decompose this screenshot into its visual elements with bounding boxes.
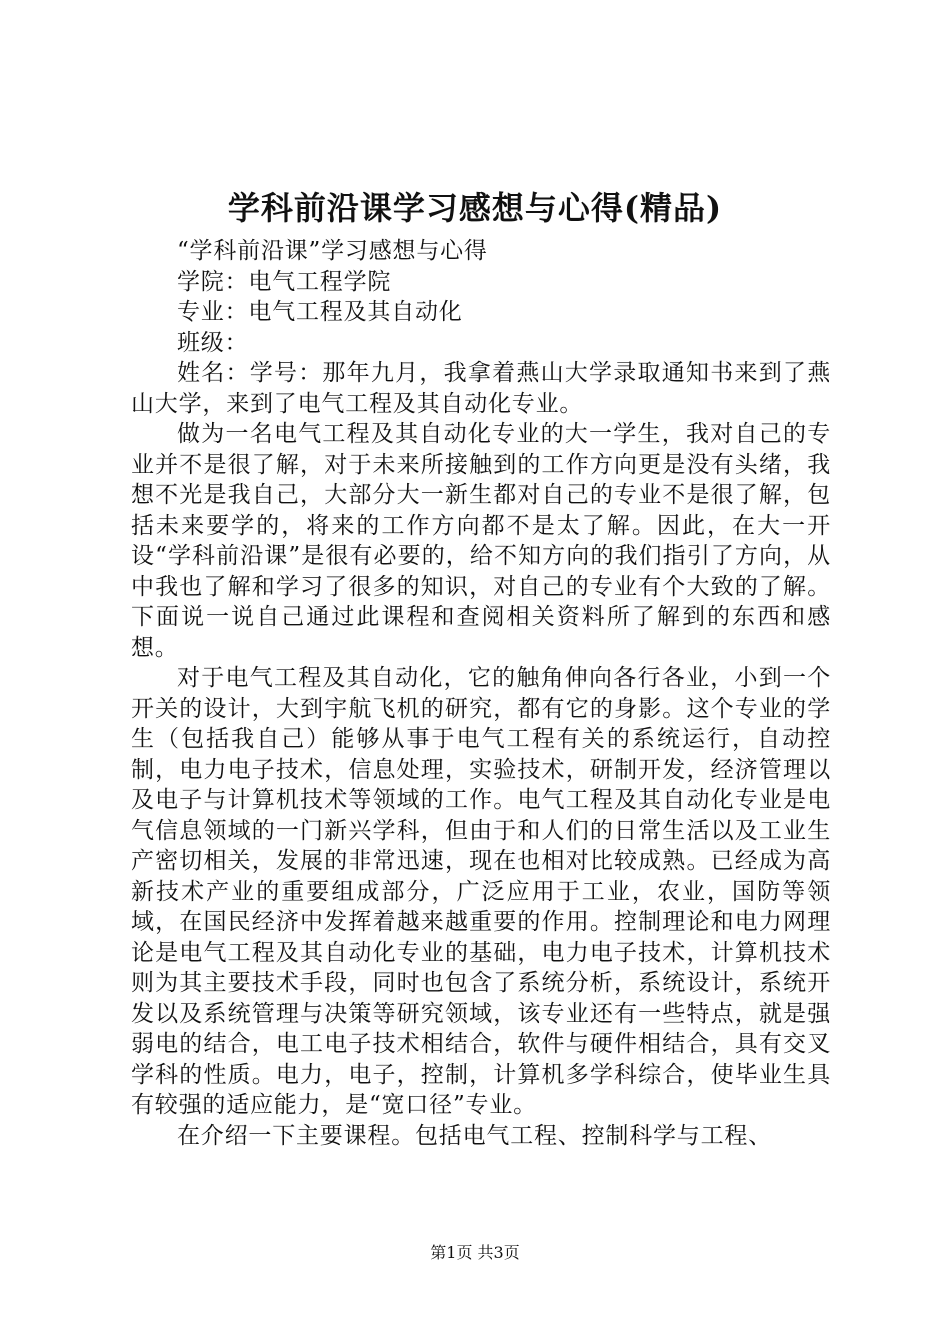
paragraph-class: 班级： xyxy=(177,329,249,356)
page-number-footer: 第1页 共3页 xyxy=(430,1243,520,1262)
paragraph-subtitle: “学科前沿课”学习感想与心得 xyxy=(177,238,488,264)
paragraph-major: 专业：电气工程及其自动化 xyxy=(177,299,463,325)
paragraph-college: 学院：电气工程学院 xyxy=(177,268,392,295)
document-body xyxy=(131,236,831,1151)
document-title: 学科前沿课学习感想与心得(精品) xyxy=(227,189,723,227)
paragraph-main-courses: 在介绍一下主要课程。包括电气工程、控制科学与工程、 xyxy=(177,1122,772,1149)
paragraph-name-intro: 姓名：学号：那年九月，我拿着燕山大学录取通知书来到了燕山大学，来到了电气工程及其自动化专业。 xyxy=(131,360,831,417)
paragraph-course-purpose: 做为一名电气工程及其自动化专业的大一学生，我对自己的专业并不是很了解，对于未来所接触到的工作方向更是没有头绪，我想不光是我自己，大部分大一新生都对自己的专业不是很了解，包括未来要学的，将来的工作方向都不是太了解。因此，在大一开设“学科前沿课”是很有必要的，给不知方向的我们指引了方向，从中我也了解和学习了很多的知识，对自己的专业有个大致的了解。下面说一说自己通过此课程和查阅相关资料所了解到的东西和感想。 xyxy=(131,421,831,661)
paragraph-major-overview: 对于电气工程及其自动化，它的触角伸向各行各业，小到一个开关的设计，大到宇航飞机的研究，都有它的身影。这个专业的学生（包括我自己）能够从事于电气工程有关的系统运行，自动控制，电力电子技术，信息处理，实验技术，研制开发，经济管理以及电子与计算机技术等领域的工作。电气工程及其自动化专业是电气信息领域的一门新兴学科，但由于和人们的日常生活以及工业生产密切相关，发展的非常迅速，现在也相对比较成熟。已经成为高新技术产业的重要组成部分，广泛应用于工业，农业，国防等领域，在国民经济中发挥着越来越重要的作用。控制理论和电力网理论是电气工程及其自动化专业的基础，电力电子技术，计算机技术则为其主要技术手段，同时也包含了系统分析，系统设计，系统开发以及系统管理与决策等研究领域，该专业还有一些特点，就是强弱电的结合，电工电子技术相结合，软件与硬件相结合，具有交叉学科的性质。电力，电子，控制，计算机多学科综合，使毕业生具有较强的适应能力，是“宽口径”专业。 xyxy=(131,665,831,1118)
